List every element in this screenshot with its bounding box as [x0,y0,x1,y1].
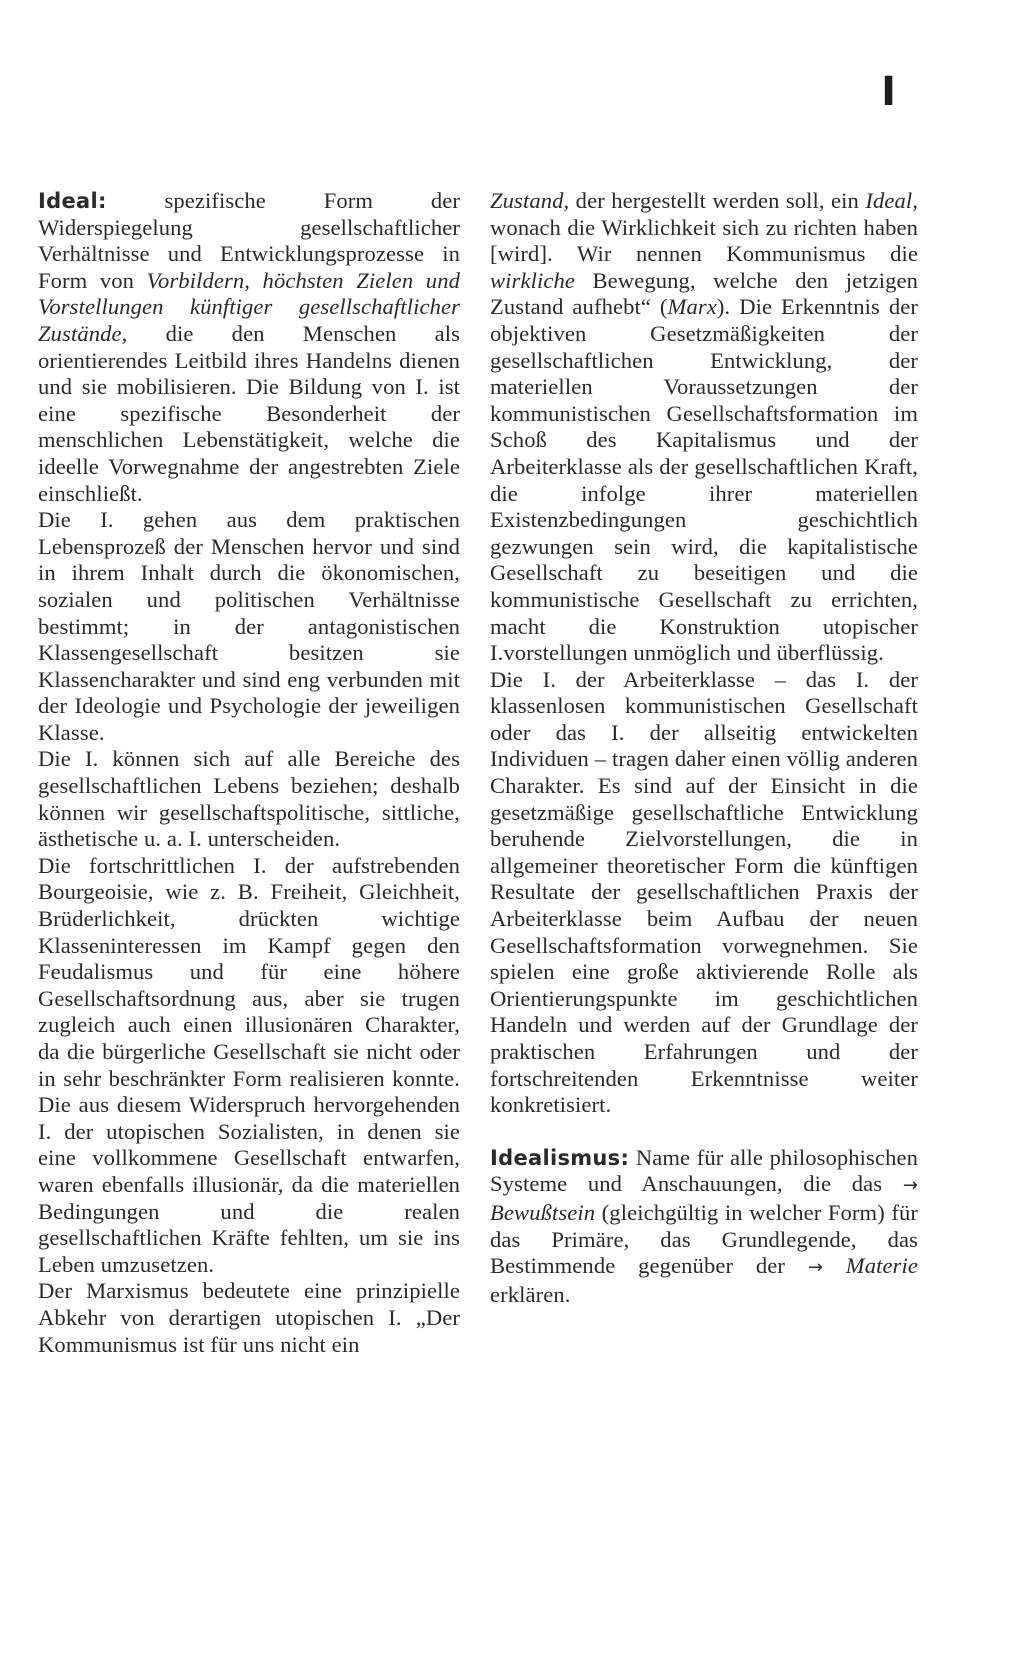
entry-idealismus [490,1145,918,1309]
cross-reference: Bewußtsein [490,1199,596,1225]
entry-ideal-paragraph-2: Die I. gehen aus dem praktischen Lebensprozeß der Menschen hervor und sind in ihrem Inhalt durch die ökonomischen, sozialen und politischen Verhältnisse bestimmt; in der antagonistischen Klassengesellschaft besitzen sie Klassencharakter und sind eng verbunden mit der Ideologie und Psychologie der jeweiligen Klasse. [38,507,460,745]
entry-ideal-paragraph-4: Die fortschrittlichen I. der aufstrebenden Bourgeoisie, wie z. B. Freiheit, Gleichheit, Brüderlichkeit, drückten wichtige Klasseninteressen im Kampf gegen den Feudalismus und für eine höhere Gesellschaftsordnung aus, aber sie trugen zugleich auch einen illusionären Charakter, da die bürgerliche Gesellschaft sie nicht oder in sehr beschränkter Form realisieren konnte. Die aus diesem Widerspruch hervorgehenden I. der utopischen Sozialisten, in denen sie eine vollkommene Gesellschaft entwarfen, waren ebenfalls illusionär, da die materiellen Bedingungen und die realen gesellschaftlichen Kräfte fehlten, um sie ins Leben umzusetzen. [38,852,460,1277]
arrow-right-icon: → [902,1175,919,1197]
emphasis: Zustand, [490,188,570,213]
entry-ideal-paragraph-5-cont [490,188,918,667]
text: Bewegung, welche den jetzigen Zustand aufhebt“ ( [490,267,919,320]
text: spezifische Form der Widerspiegelung gesellschaftlicher Verhältnisse und Entwicklungsprozesse in Form von [38,188,461,293]
text: wonach die Wirklichkeit sich zu richten haben [wird]. Wir nennen Kommunismus die [490,214,918,267]
headword-idealismus: Idealismus: [490,1145,630,1170]
page-header-letter: I [881,69,896,115]
right-column [490,188,918,1308]
arrow-right-icon: → [807,1257,823,1279]
emphasis: Vorbildern, höchsten Zielen und Vorstellungen künftiger gesellschaftlicher Zustände, [38,267,460,346]
entry-ideal-paragraph-3: Die I. können sich auf alle Bereiche des gesellschaftlichen Lebens beziehen; deshalb können wir gesellschaftspolitische, sittliche, ästhetische u. a. I. unterscheiden. [38,746,460,852]
text: die den Menschen als orientierendes Leitbild ihres Handelns dienen und sie mobilisieren. Die Bildung von I. ist eine spezifische Besonderheit der menschlichen Lebenstätigkeit, welche die ideelle Vorwegnahme der angestrebten Ziele einschließt. [38,320,461,506]
emphasis: Marx [667,294,717,320]
text: ). Die Erkenntnis der objektiven Gesetzmäßigkeiten der gesellschaftlichen Entwicklung, der materiellen Voraussetzungen der kommunistischen Gesellschaftsformation im Schoß des Kapitalismus und der Arbeiterklasse als der gesellschaftlichen Kraft, die infolge ihrer materiellen Existenzbedingungen geschichtlich gezwungen sein wird, die kapitalistische Gesellschaft zu beseitigen und die kommunistische Gesellschaft zu errichten, macht die Konstruktion utopischer I.vorstellungen unmöglich und überflüssig. [490,294,919,666]
text: der hergestellt werden soll, ein [575,188,859,213]
text: erklären. [490,1281,571,1307]
entry-ideal-paragraph-5-start [38,1278,460,1358]
entry-ideal-paragraph-6: Die I. der Arbeiterklasse – das I. der klassenlosen kommunistischen Gesellschaft oder das I. der allseitig entwickelten Individuen – tragen daher einen völlig anderen Charakter. Es sind auf der Einsicht in die gesetzmäßige gesellschaftliche Entwicklung beruhende Zielvorstellungen, die in allgemeiner theoretischer Form die künftigen Resultate der gesellschaftlichen Praxis der Arbeiterklasse beim Aufbau der neuen Gesellschaftsformation vorwegnehmen. Sie spielen eine große aktivierende Rolle als Orientierungspunkte im geschichtlichen Handeln und werden auf der Grundlage der praktischen Erfahrungen und der fortschreitenden Erkenntnisse weiter konkretisiert. [490,666,918,1118]
emphasis: Ideal, [865,188,918,213]
entry-ideal-paragraph-1 [38,188,460,507]
left-column [38,188,460,1358]
text: Name für alle philosophischen Systeme und Anschauungen, die das [490,1144,918,1197]
headword-ideal: Ideal: [38,189,107,213]
text: Der Marxismus bedeutete eine prinzipielle Abkehr von derartigen utopischen I. „Der Kommunismus ist für uns nicht ein [38,1278,460,1357]
cross-reference: Materie [845,1253,919,1279]
emphasis: wirkliche [490,267,575,293]
entry-separator [490,1119,918,1145]
text: (gleichgültig in welcher Form) für das Primäre, das Grundlegende, das Bestimmende gegenüber der [490,1199,918,1279]
